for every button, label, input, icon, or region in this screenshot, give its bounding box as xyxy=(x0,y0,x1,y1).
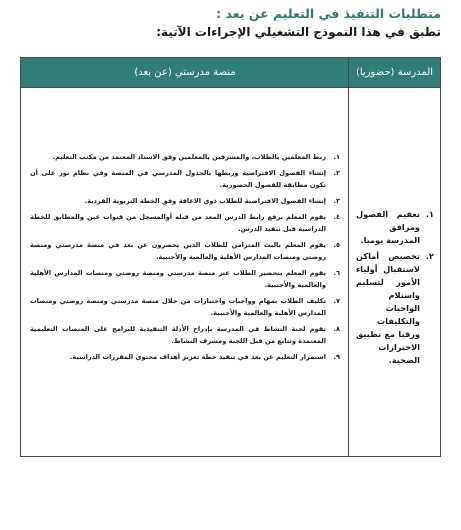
list-item xyxy=(356,250,434,367)
item-text: يقوم المعلم برفع رابط الدرس المعد من قبله أوالمسجل من قنوات عين والمطابق للخطة الدراسية قبل تنفيذ الدرس. xyxy=(30,213,326,233)
item-number: ٩. xyxy=(333,353,340,361)
item-number: ١. xyxy=(333,153,340,161)
item-text: تقوم لجنة النشاط في المدرسة بإدراج الأدلة التنفيذية للبرامج على المنصات التعليمية المعتمدة وتتابع من قبل اللجنة ومشرف النشاط. xyxy=(30,325,326,345)
item-number: ٥. xyxy=(333,241,340,249)
list-item xyxy=(30,351,340,363)
item-text: تخصيص أماكن لاستقبال أولياء الأمور لتسليم واستلام الواجبات والتكليفات ورقيا مع تطبيق الاحترازات الصحية. xyxy=(356,251,420,365)
item-number: ٢. xyxy=(425,251,434,261)
document-heading: متطلبات التنفيذ في التعليم عن بعد : xyxy=(216,6,441,21)
item-text: استمرار التعليم عن بعد في تنفيذ خطة تعزيز أهداف محتوى المقررات الدراسية. xyxy=(69,353,326,361)
item-number: ١. xyxy=(425,209,434,219)
platform-list xyxy=(30,151,340,367)
list-item xyxy=(30,295,340,319)
list-item xyxy=(30,151,340,163)
item-number: ٢. xyxy=(333,169,340,177)
header-school: المدرسة (حضوريا) xyxy=(355,67,434,78)
column-divider xyxy=(348,58,349,456)
item-number: ٣. xyxy=(333,197,340,205)
item-text: يقوم المعلم بالبث المتزامن للطلاب الذين يحضرون عن بعد في منصة مدرستي ومنصة روضتي ومنصات المدارس الأهلية والعالمية والأجنبية. xyxy=(30,241,326,261)
list-item xyxy=(30,267,340,291)
item-number: ٦. xyxy=(333,269,340,277)
list-item xyxy=(30,167,340,191)
item-number: ٤. xyxy=(333,213,340,221)
list-item xyxy=(30,239,340,263)
school-list xyxy=(356,208,434,370)
document-subheading: تطبق في هذا النموذج التشغيلي الإجراءات الآتية: xyxy=(156,25,441,39)
procedures-table xyxy=(20,57,441,457)
item-text: تكليف الطلاب بمهام وواجبات واختبارات من خلال منصة مدرستي ومنصة روضتي ومنصات المدارس الأهلية والعالمية والأجنبية. xyxy=(30,297,326,317)
list-item xyxy=(356,208,434,247)
header-platform: منصة مدرستي (عن بعد) xyxy=(134,67,236,78)
list-item xyxy=(30,195,340,207)
list-item xyxy=(30,323,340,347)
item-text: تعقيم الفصول ومرافق المدرسة يوميا. xyxy=(356,209,420,245)
item-text: إنشاء الفصول الافتراضية وربطها بالجدول المدرسي في المنصة وفي نظام نور على أن تكون مطابقة للفصول الحضورية. xyxy=(30,169,326,189)
list-item xyxy=(30,211,340,235)
item-number: ٨. xyxy=(333,325,340,333)
item-text: إنشاء الفصول الافتراضية للطلاب ذوي الاعاقة وفق الخطة التربوية الفردية. xyxy=(84,197,326,205)
item-text: ربط المعلمين بالطلاب، والمشرفين بالمعلمين وفق الاسناد المعتمد من مكتب التعليم. xyxy=(52,153,326,161)
item-number: ٧. xyxy=(333,297,340,305)
table-header-row xyxy=(21,58,440,88)
item-text: يقوم المعلم بتحضير الطلاب عبر منصة مدرستي ومنصة روضتي ومنصات المدارس الأهلية والعالمية والأجنبية. xyxy=(30,269,326,289)
